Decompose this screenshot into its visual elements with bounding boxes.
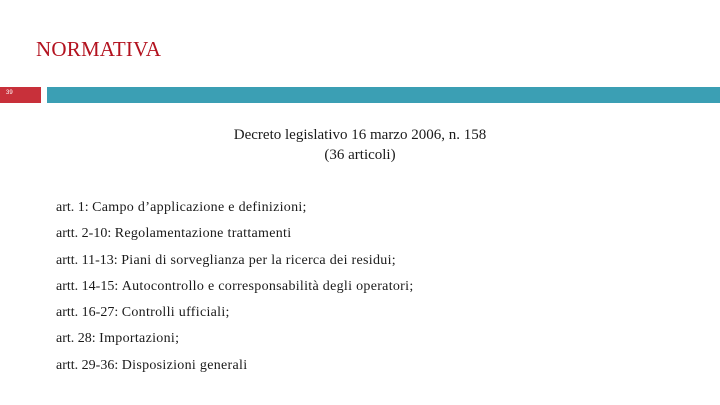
article-ref: artt. 2-10:	[56, 226, 112, 242]
decree-article-count: (36 articoli)	[324, 147, 396, 163]
list-item	[56, 252, 696, 278]
article-ref: art. 28:	[56, 331, 96, 347]
list-item	[56, 304, 696, 330]
header-divider-bar	[47, 87, 720, 103]
decree-heading	[200, 125, 520, 165]
article-description: Regolamentazione trattamenti	[114, 226, 292, 242]
list-item	[56, 278, 696, 304]
article-ref: artt. 11-13:	[56, 252, 118, 268]
list-item	[56, 357, 696, 383]
decree-title: Decreto legislativo 16 marzo 2006, n. 158	[233, 127, 487, 143]
slide-number: 39	[6, 90, 13, 96]
article-description: Disposizioni generali	[121, 357, 248, 373]
article-ref: artt. 14-15:	[56, 278, 119, 294]
list-item	[56, 330, 696, 356]
article-ref: art. 1:	[56, 200, 89, 215]
article-description: Piani di sorveglianza per la ricerca dei residui;	[121, 252, 396, 268]
article-list	[56, 199, 696, 383]
article-description: Controlli ufficiali;	[121, 305, 230, 321]
slide-title: NORMATIVA	[36, 37, 162, 61]
article-description: Campo d’applicazione e definizioni;	[92, 200, 307, 215]
list-item	[56, 225, 696, 251]
list-item	[56, 199, 696, 225]
article-description: Importazioni;	[99, 331, 180, 347]
article-ref: artt. 16-27:	[56, 305, 119, 321]
article-description: Autocontrollo e corresponsabilità degli operatori;	[121, 278, 414, 294]
article-ref: artt. 29-36:	[56, 357, 119, 373]
